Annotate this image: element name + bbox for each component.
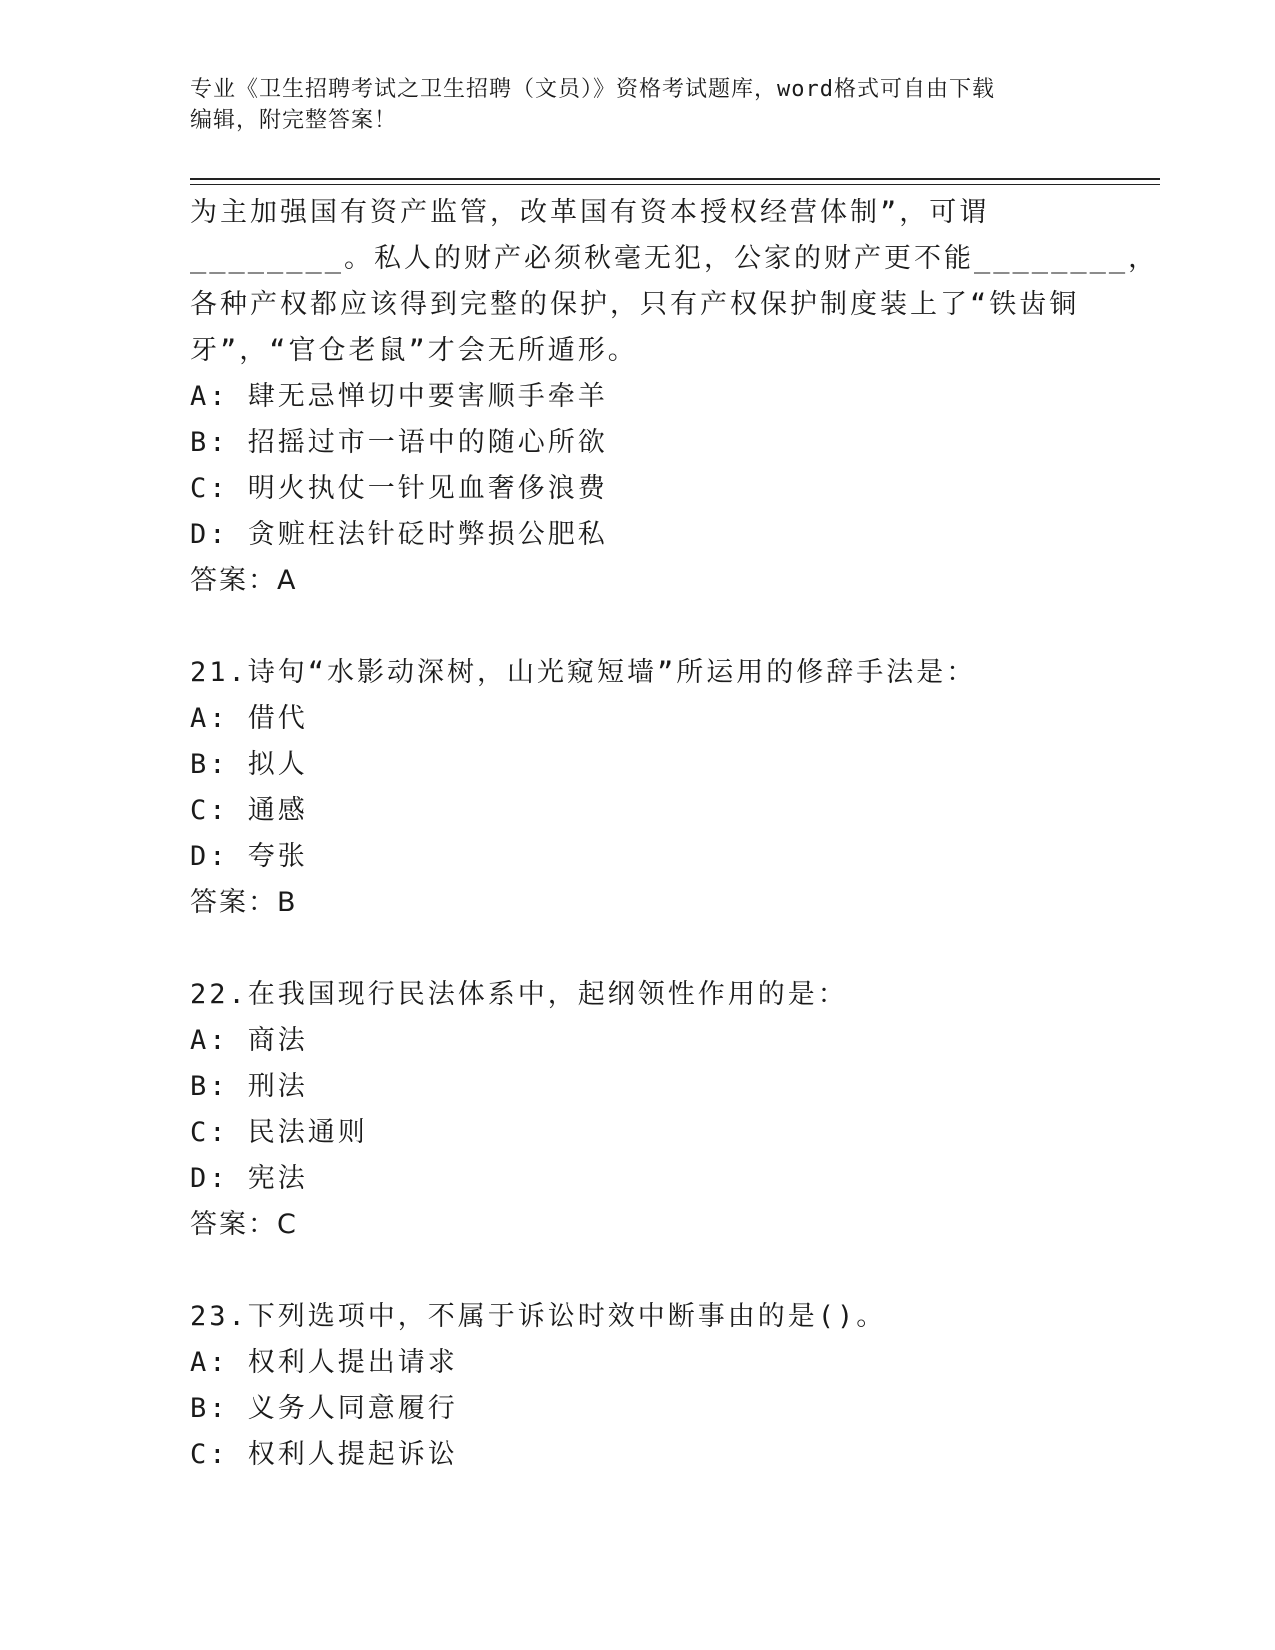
option-d: D: 夸张 (190, 841, 308, 872)
header-line-1: 专业《卫生招聘考试之卫生招聘（文员）》资格考试题库，word格式可自由下载 (190, 77, 995, 102)
option-c: C: 通感 (190, 795, 308, 826)
answer (190, 558, 1090, 604)
answer-value: B (277, 887, 299, 918)
question-list (190, 190, 1159, 1478)
option-b: B: 义务人同意履行 (190, 1393, 458, 1424)
option-b: B: 刑法 (190, 1071, 308, 1102)
answer-label: 答案： (190, 887, 277, 918)
answer-value: C (277, 1209, 299, 1240)
header-rule (190, 178, 1160, 180)
option-a: A: 权利人提出请求 (190, 1347, 458, 1378)
question-20-continued (190, 190, 1159, 604)
question-text-line: ________。私人的财产必须秋毫无犯，公家的财产更不能________， (190, 243, 1159, 274)
option-a: A: 借代 (190, 703, 308, 734)
answer-label: 答案： (190, 565, 277, 596)
option-d: D: 宪法 (190, 1163, 308, 1194)
answer (190, 880, 1090, 926)
option-a: A: 商法 (190, 1025, 308, 1056)
question-22 (190, 972, 1090, 1248)
question-21 (190, 650, 1090, 926)
question-text: 22.在我国现行民法体系中，起纲领性作用的是： (190, 979, 848, 1010)
document-header (190, 74, 1090, 136)
option-a: A: 肆无忌惮切中要害顺手牵羊 (190, 381, 608, 412)
question-text-line: 牙”，“官仓老鼠”才会无所遁形。 (190, 335, 638, 366)
option-b: B: 拟人 (190, 749, 308, 780)
question-23 (190, 1294, 1090, 1478)
header-rule-thin (190, 184, 1160, 185)
option-d: D: 贪赃枉法针砭时弊损公肥私 (190, 519, 608, 550)
header-line-2: 编辑，附完整答案！ (190, 108, 398, 133)
option-c: C: 权利人提起诉讼 (190, 1439, 458, 1470)
question-text: 21.诗句“水影动深树，山光窥短墙”所运用的修辞手法是： (190, 657, 977, 688)
answer (190, 1202, 1090, 1248)
question-text-line: 为主加强国有资产监管，改革国有资本授权经营体制”，可谓 (190, 197, 990, 228)
option-b: B: 招摇过市一语中的随心所欲 (190, 427, 608, 458)
question-text-line: 各种产权都应该得到完整的保护，只有产权保护制度装上了“铁齿铜 (190, 289, 1080, 320)
answer-label: 答案： (190, 1209, 277, 1240)
question-text: 23.下列选项中，不属于诉讼时效中断事由的是()。 (190, 1301, 887, 1332)
option-c: C: 民法通则 (190, 1117, 368, 1148)
option-c: C: 明火执仗一针见血奢侈浪费 (190, 473, 608, 504)
answer-value: A (277, 565, 299, 596)
